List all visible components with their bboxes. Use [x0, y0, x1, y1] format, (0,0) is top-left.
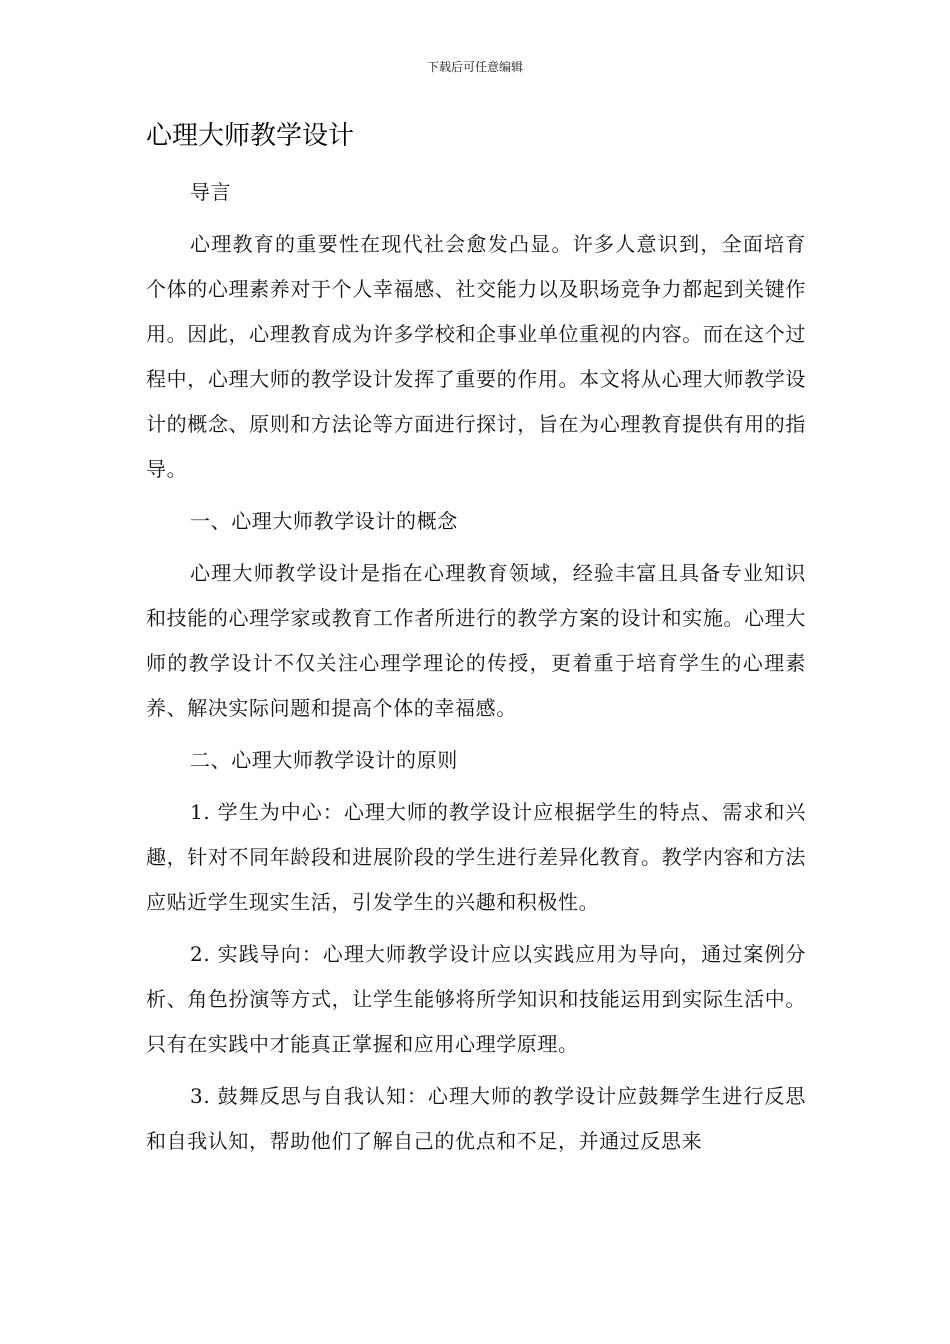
document-title: 心理大师教学设计: [146, 121, 355, 151]
principle-item: 3. 鼓舞反思与自我认知：心理大师的教学设计应鼓舞学生进行反思和自我认知，帮助他们了解自己的优点和不足，并通过反思来: [146, 1084, 806, 1153]
section1-heading: 一、心理大师教学设计的概念: [190, 509, 458, 533]
intro-paragraph: 心理教育的重要性在现代社会愈发凸显。许多人意识到，全面培育个体的心理素养对于个人幸福感、社交能力以及职场竞争力都起到关键作用。因此，心理教育成为许多学校和企事业单位重视的内容。而在这个过程中，心理大师的教学设计发挥了重要的作用。本文将从心理大师教学设计的概念、原则和方法论等方面进行探讨，旨在为心理教育提供有用的指导。: [146, 232, 806, 481]
principle-item: 1. 学生为中心：心理大师的教学设计应根据学生的特点、需求和兴趣，针对不同年龄段和进展阶段的学生进行差异化教育。教学内容和方法应贴近学生现实生活，引发学生的兴趣和积极性。: [146, 800, 806, 914]
section2-heading: 二、心理大师教学设计的原则: [190, 748, 458, 772]
section1-paragraph: 心理大师教学设计是指在心理教育领域，经验丰富且具备专业知识和技能的心理学家或教育工作者所进行的教学方案的设计和实施。心理大师的教学设计不仅关注心理学理论的传授，更着重于培育学生的心理素养、解决实际问题和提高个体的幸福感。: [146, 561, 806, 720]
intro-heading: 导言: [190, 180, 232, 204]
principle-item: 2. 实践导向：心理大师教学设计应以实践应用为导向，通过案例分析、角色扮演等方式，让学生能够将所学知识和技能运用到实际生活中。只有在实践中才能真正掌握和应用心理学原理。: [146, 942, 806, 1056]
header-note: 下载后可任意编辑: [426, 60, 523, 74]
document-body: [146, 170, 806, 1164]
